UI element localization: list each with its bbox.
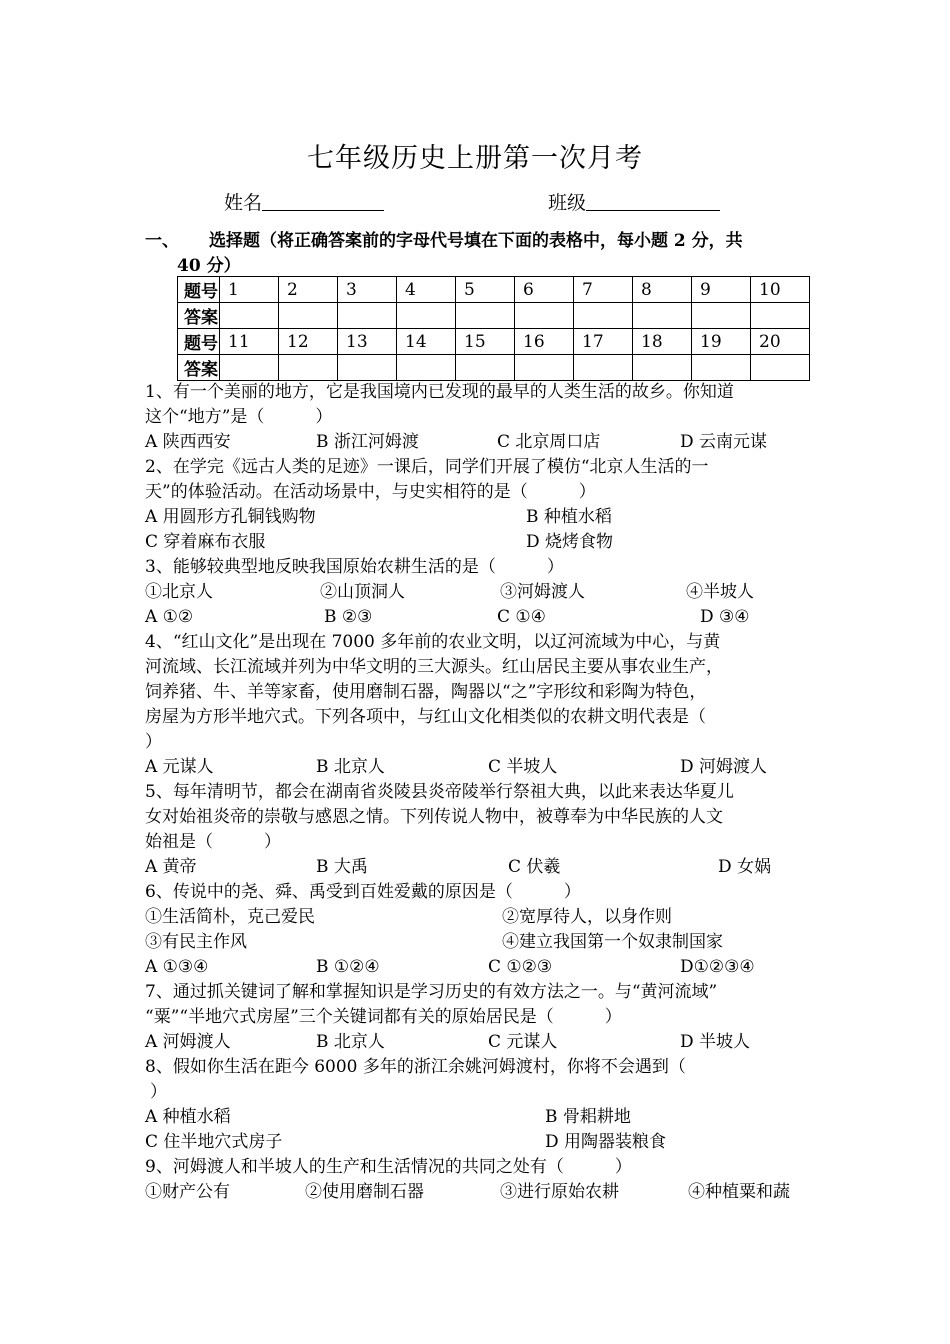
- question-number: 14: [397, 329, 456, 355]
- question-4-line-1: 4、“红山文化”是出现在 7000 多年前的农业文明，以辽河流域为中心，与黄: [145, 632, 721, 652]
- answer-cell[interactable]: [515, 303, 574, 329]
- name-label: 姓名: [224, 192, 263, 214]
- q1-option-c: C 北京周口店: [497, 432, 601, 452]
- q3-item-2: ②山顶洞人: [320, 582, 405, 602]
- header-label: 题号: [178, 329, 220, 355]
- answer-cell[interactable]: [456, 355, 515, 381]
- q5-option-b: B 大禹: [316, 857, 368, 877]
- q9-item-1: ①财产公有: [145, 1182, 230, 1202]
- question-number: 1: [220, 277, 279, 303]
- question-7-line-1: 7、通过抓关键词了解和掌握知识是学习历史的有效方法之一。与“黄河流域”: [145, 982, 718, 1002]
- question-number: 19: [692, 329, 751, 355]
- question-number: 17: [574, 329, 633, 355]
- question-number: 15: [456, 329, 515, 355]
- answer-cell[interactable]: [751, 303, 810, 329]
- question-number: 8: [633, 277, 692, 303]
- q2-option-b: B 种植水稻: [526, 507, 612, 527]
- question-6-line-1: 6、传说中的尧、舜、禹受到百姓爱戴的原因是（ ）: [145, 882, 581, 902]
- answer-table: [177, 276, 810, 381]
- question-number: 10: [751, 277, 810, 303]
- answer-cell[interactable]: [279, 303, 338, 329]
- q7-option-a: A 河姆渡人: [145, 1032, 231, 1052]
- answer-cell[interactable]: [220, 303, 279, 329]
- question-number: 3: [338, 277, 397, 303]
- answer-cell[interactable]: [515, 355, 574, 381]
- question-1-line-1: 1、有一个美丽的地方，它是我国境内已发现的最早的人类生活的故乡。你知道: [145, 382, 734, 402]
- question-5-line-1: 5、每年清明节，都会在湖南省炎陵县炎帝陵举行祭祖大典，以此来表达华夏儿: [145, 782, 734, 802]
- q1-option-d: D 云南元谋: [680, 432, 768, 452]
- q5-option-c: C 伏羲: [508, 857, 561, 877]
- section-heading-line1: 选择题（将正确答案前的字母代号填在下面的表格中，每小题 2 分，共: [209, 231, 743, 251]
- class-field: [548, 188, 720, 215]
- section-heading-line2: 40 分）: [177, 256, 241, 276]
- question-4-line-5: ）: [145, 732, 162, 752]
- answer-cell[interactable]: [338, 303, 397, 329]
- answer-label: 答案: [178, 303, 220, 329]
- q8-option-d: D 用陶器装粮食: [545, 1132, 667, 1152]
- q6-item-4: ④建立我国第一个奴隶制国家: [502, 932, 723, 952]
- q8-option-a: A 种植水稻: [145, 1107, 231, 1127]
- answer-cell[interactable]: [692, 355, 751, 381]
- q3-option-d: D ③④: [700, 607, 750, 627]
- q5-option-a: A 黄帝: [145, 857, 197, 877]
- q6-item-3: ③有民主作风: [145, 932, 247, 952]
- q6-option-d: D①②③④: [680, 957, 755, 977]
- question-5-line-3: 始祖是（ ）: [145, 832, 281, 852]
- q1-option-a: A 陕西西安: [145, 432, 231, 452]
- question-number: 12: [279, 329, 338, 355]
- q2-option-d: D 烧烤食物: [526, 532, 614, 552]
- question-4-line-4: 房屋为方形半地穴式。下列各项中，与红山文化相类似的农耕文明代表是（: [145, 707, 706, 727]
- question-number: 9: [692, 277, 751, 303]
- question-number: 11: [220, 329, 279, 355]
- answer-cell[interactable]: [397, 355, 456, 381]
- table-row-numbers-1: [178, 277, 810, 303]
- name-blank[interactable]: [262, 190, 384, 211]
- question-3-line-1: 3、能够较典型地反映我国原始农耕生活的是（ ）: [145, 557, 564, 577]
- class-blank[interactable]: [586, 190, 720, 211]
- answer-cell[interactable]: [279, 355, 338, 381]
- q9-item-2: ②使用磨制石器: [305, 1182, 424, 1202]
- q5-option-d: D 女娲: [718, 857, 772, 877]
- question-number: 5: [456, 277, 515, 303]
- section-number: 一、: [145, 231, 179, 251]
- q6-item-2: ②宽厚待人，以身作则: [502, 907, 672, 927]
- section-heading: [145, 229, 810, 279]
- question-number: 13: [338, 329, 397, 355]
- answer-cell[interactable]: [397, 303, 456, 329]
- q6-option-b: B ①②④: [316, 957, 380, 977]
- q4-option-b: B 北京人: [316, 757, 385, 777]
- question-9-line-1: 9、河姆渡人和半坡人的生产和生活情况的共同之处有（ ）: [145, 1157, 632, 1177]
- name-field: [224, 188, 384, 215]
- q4-option-d: D 河姆渡人: [680, 757, 768, 777]
- q3-option-a: A ①②: [145, 607, 194, 627]
- table-row-answers-1: [178, 303, 810, 329]
- question-2-line-1: 2、在学完《远古人类的足迹》一课后，同学们开展了模仿“北京人生活的一: [145, 457, 709, 477]
- q7-option-d: D 半坡人: [680, 1032, 751, 1052]
- q8-option-b: B 骨耜耕地: [545, 1107, 631, 1127]
- q3-option-c: C ①④: [497, 607, 546, 627]
- question-number: 4: [397, 277, 456, 303]
- question-1-line-2: 这个“地方”是（ ）: [145, 407, 333, 427]
- q9-item-3: ③进行原始农耕: [500, 1182, 619, 1202]
- q6-option-a: A ①③④: [145, 957, 209, 977]
- question-number: 16: [515, 329, 574, 355]
- question-number: 2: [279, 277, 338, 303]
- table-row-answers-2: [178, 355, 810, 381]
- q3-option-b: B ②③: [324, 607, 373, 627]
- header-label: 题号: [178, 277, 220, 303]
- q2-option-a: A 用圆形方孔铜钱购物: [145, 507, 316, 527]
- table-row-numbers-2: [178, 329, 810, 355]
- q1-option-b: B 浙江河姆渡: [316, 432, 419, 452]
- question-8-line-1: 8、假如你生活在距今 6000 多年的浙江余姚河姆渡村，你将不会遇到（: [145, 1057, 686, 1077]
- answer-cell[interactable]: [456, 303, 515, 329]
- question-number: 20: [751, 329, 810, 355]
- answer-cell[interactable]: [220, 355, 279, 381]
- question-number: 18: [633, 329, 692, 355]
- question-number: 7: [574, 277, 633, 303]
- question-8-line-2: ）: [150, 1082, 167, 1102]
- question-4-line-3: 饲养猪、牛、羊等家畜，使用磨制石器，陶器以“之”字形纹和彩陶为特色，: [145, 682, 707, 702]
- answer-cell[interactable]: [338, 355, 397, 381]
- answer-label: 答案: [178, 355, 220, 381]
- answer-cell[interactable]: [574, 355, 633, 381]
- question-5-line-2: 女对始祖炎帝的崇敬与感恩之情。下列传说人物中，被尊奉为中华民族的人文: [145, 807, 723, 827]
- q3-item-3: ③河姆渡人: [500, 582, 585, 602]
- q8-option-c: C 住半地穴式房子: [145, 1132, 283, 1152]
- q2-option-c: C 穿着麻布衣服: [145, 532, 266, 552]
- q3-item-1: ①北京人: [145, 582, 213, 602]
- answer-cell[interactable]: [574, 303, 633, 329]
- q4-option-a: A 元谋人: [145, 757, 214, 777]
- class-label: 班级: [548, 192, 587, 214]
- q4-option-c: C 半坡人: [488, 757, 558, 777]
- q6-option-c: C ①②③: [488, 957, 553, 977]
- question-4-line-2: 河流域、长江流域并列为中华文明的三大源头。红山居民主要从事农业生产，: [145, 657, 723, 677]
- q9-item-4: ④种植粟和蔬: [688, 1182, 790, 1202]
- question-2-line-2: 天”的体验活动。在活动场景中，与史实相符的是（ ）: [145, 482, 596, 502]
- answer-cell[interactable]: [692, 303, 751, 329]
- question-number: 6: [515, 277, 574, 303]
- q7-option-b: B 北京人: [316, 1032, 385, 1052]
- exam-title: 七年级历史上册第一次月考: [307, 143, 643, 174]
- answer-cell[interactable]: [633, 303, 692, 329]
- q3-item-4: ④半坡人: [686, 582, 754, 602]
- q7-option-c: C 元谋人: [488, 1032, 558, 1052]
- answer-cell[interactable]: [751, 355, 810, 381]
- answer-cell[interactable]: [633, 355, 692, 381]
- question-7-line-2: “粟”“半地穴式房屋”三个关键词都有关的原始居民是（ ）: [145, 1007, 622, 1027]
- q6-item-1: ①生活简朴，克己爱民: [145, 907, 315, 927]
